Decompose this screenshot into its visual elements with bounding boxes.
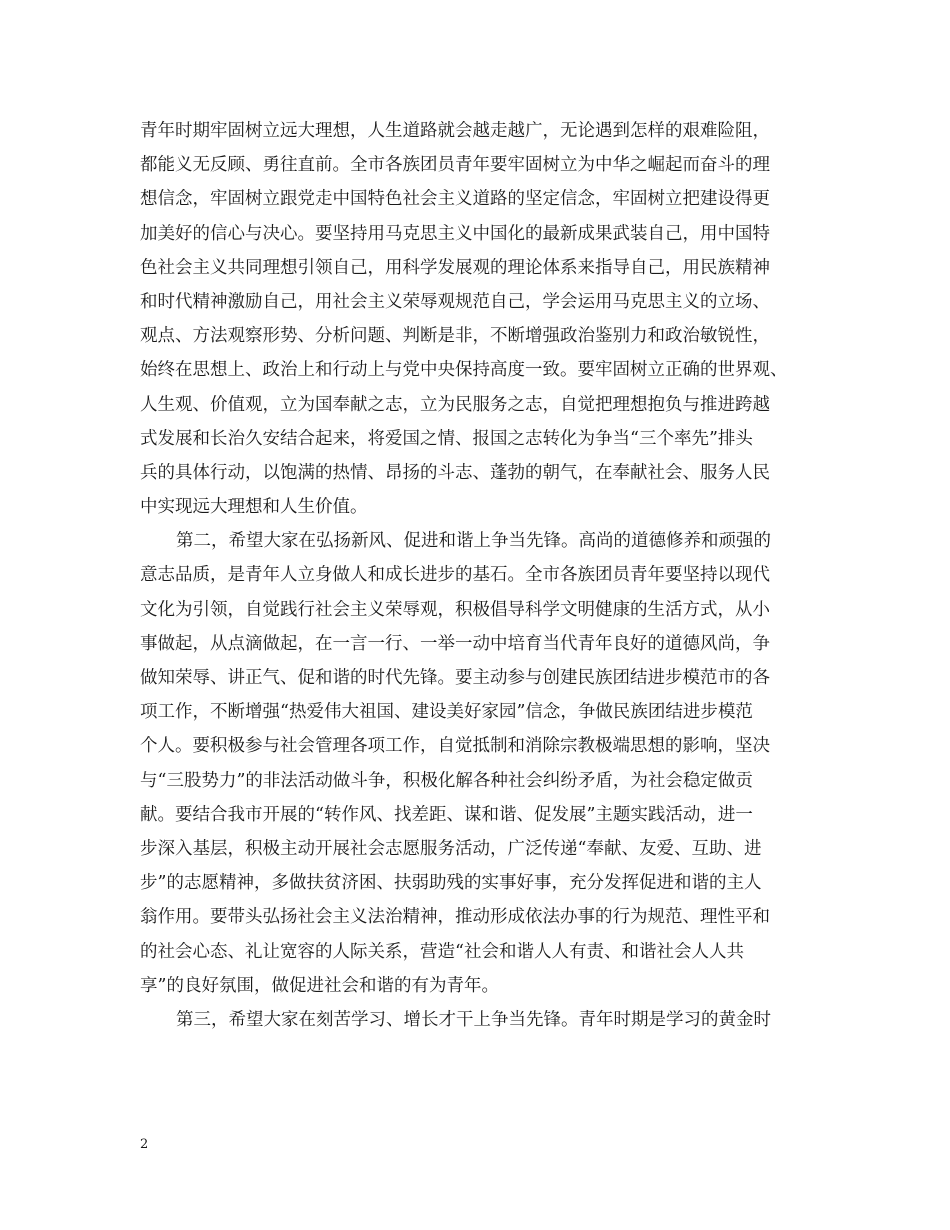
text-line: 第二，希望大家在弘扬新风、促进和谐上争当先锋。高尚的道德修养和顽强的 bbox=[176, 531, 771, 552]
text-line: 始终在思想上、政治上和行动上与党中央保持高度一致。要牢固树立正确的世界观、 bbox=[140, 360, 788, 381]
text-line: 人生观、价值观，立为国奉献之志，立为民服务之志，自觉把理想抱负与推进跨越 bbox=[140, 394, 770, 415]
text-line: 中实现远大理想和人生价值。 bbox=[140, 497, 368, 518]
text-line: 观点、方法观察形势、分析问题、判断是非，不断增强政治鉴别力和政治敏锐性， bbox=[140, 326, 770, 347]
text-line: 的社会心态、礼让宽容的人际关系，营造“社会和谐人人有责、和谐社会人人共 bbox=[140, 941, 744, 962]
text-line: 青年时期牢固树立远大理想，人生道路就会越走越广，无论遇到怎样的艰难险阻， bbox=[140, 121, 770, 141]
body-text bbox=[140, 114, 812, 1037]
text-line: 与“三股势力”的非法活动做斗争，积极化解各种社会纠纷矛盾，为社会稳定做贡 bbox=[140, 770, 753, 791]
text-line: 做知荣辱、讲正气、促和谐的时代先锋。要主动参与创建民族团结进步模范市的各 bbox=[140, 668, 770, 688]
text-line: 步”的志愿精神，多做扶贫济困、扶弱助残的实事好事，充分发挥促进和谐的主人 bbox=[140, 873, 762, 894]
text-line: 步深入基层，积极主动开展社会志愿服务活动，广泛传递“奉献、友爱、互助、进 bbox=[140, 838, 762, 859]
text-line: 兵的具体行动，以饱满的热情、昂扬的斗志、蓬勃的朝气，在奉献社会、服务人民 bbox=[140, 462, 770, 483]
text-line: 献。要结合我市开展的“转作风、找差距、谋和谐、促发展”主题实践活动，进一 bbox=[140, 804, 753, 825]
text-line: 第三，希望大家在刻苦学习、增长才干上争当先锋。青年时期是学习的黄金时 bbox=[176, 1009, 771, 1030]
text-line: 翁作用。要带头弘扬社会主义法治精神，推动形成依法办事的行为规范、理性平和 bbox=[140, 907, 770, 928]
text-line: 项工作，不断增强“热爱伟大祖国、建设美好家园”信念，争做民族团结进步模范 bbox=[140, 702, 753, 723]
text-line: 事做起，从点滴做起，在一言一行、一举一动中培育当代青年良好的道德风尚，争 bbox=[140, 633, 770, 654]
page-number: 2 bbox=[140, 1137, 149, 1152]
text-line: 都能义无反顾、勇往直前。全市各族团员青年要牢固树立为中华之崛起而奋斗的理 bbox=[140, 155, 770, 176]
text-line: 个人。要积极参与社会管理各项工作，自觉抵制和消除宗教极端思想的影响，坚决 bbox=[140, 736, 770, 757]
text-line: 意志品质，是青年人立身做人和成长进步的基石。全市各族团员青年要坚持以现代 bbox=[140, 565, 770, 586]
text-line: 式发展和长治久安结合起来，将爱国之情、报国之志转化为争当“三个率先”排头 bbox=[140, 428, 753, 449]
text-line: 色社会主义共同理想引领自己，用科学发展观的理论体系来指导自己，用民族精神 bbox=[140, 257, 770, 278]
text-line: 想信念，牢固树立跟党走中国特色社会主义道路的坚定信念，牢固树立把建设得更 bbox=[140, 189, 770, 210]
text-line: 和时代精神激励自己，用社会主义荣辱观规范自己，学会运用马克思主义的立场、 bbox=[140, 291, 770, 312]
text-line: 加美好的信心与决心。要坚持用马克思主义中国化的最新成果武装自己，用中国特 bbox=[140, 223, 770, 244]
text-line: 文化为引领，自觉践行社会主义荣辱观，积极倡导科学文明健康的生活方式，从小 bbox=[140, 599, 770, 620]
text-line: 享”的良好氛围，做促进社会和谐的有为青年。 bbox=[140, 975, 499, 996]
